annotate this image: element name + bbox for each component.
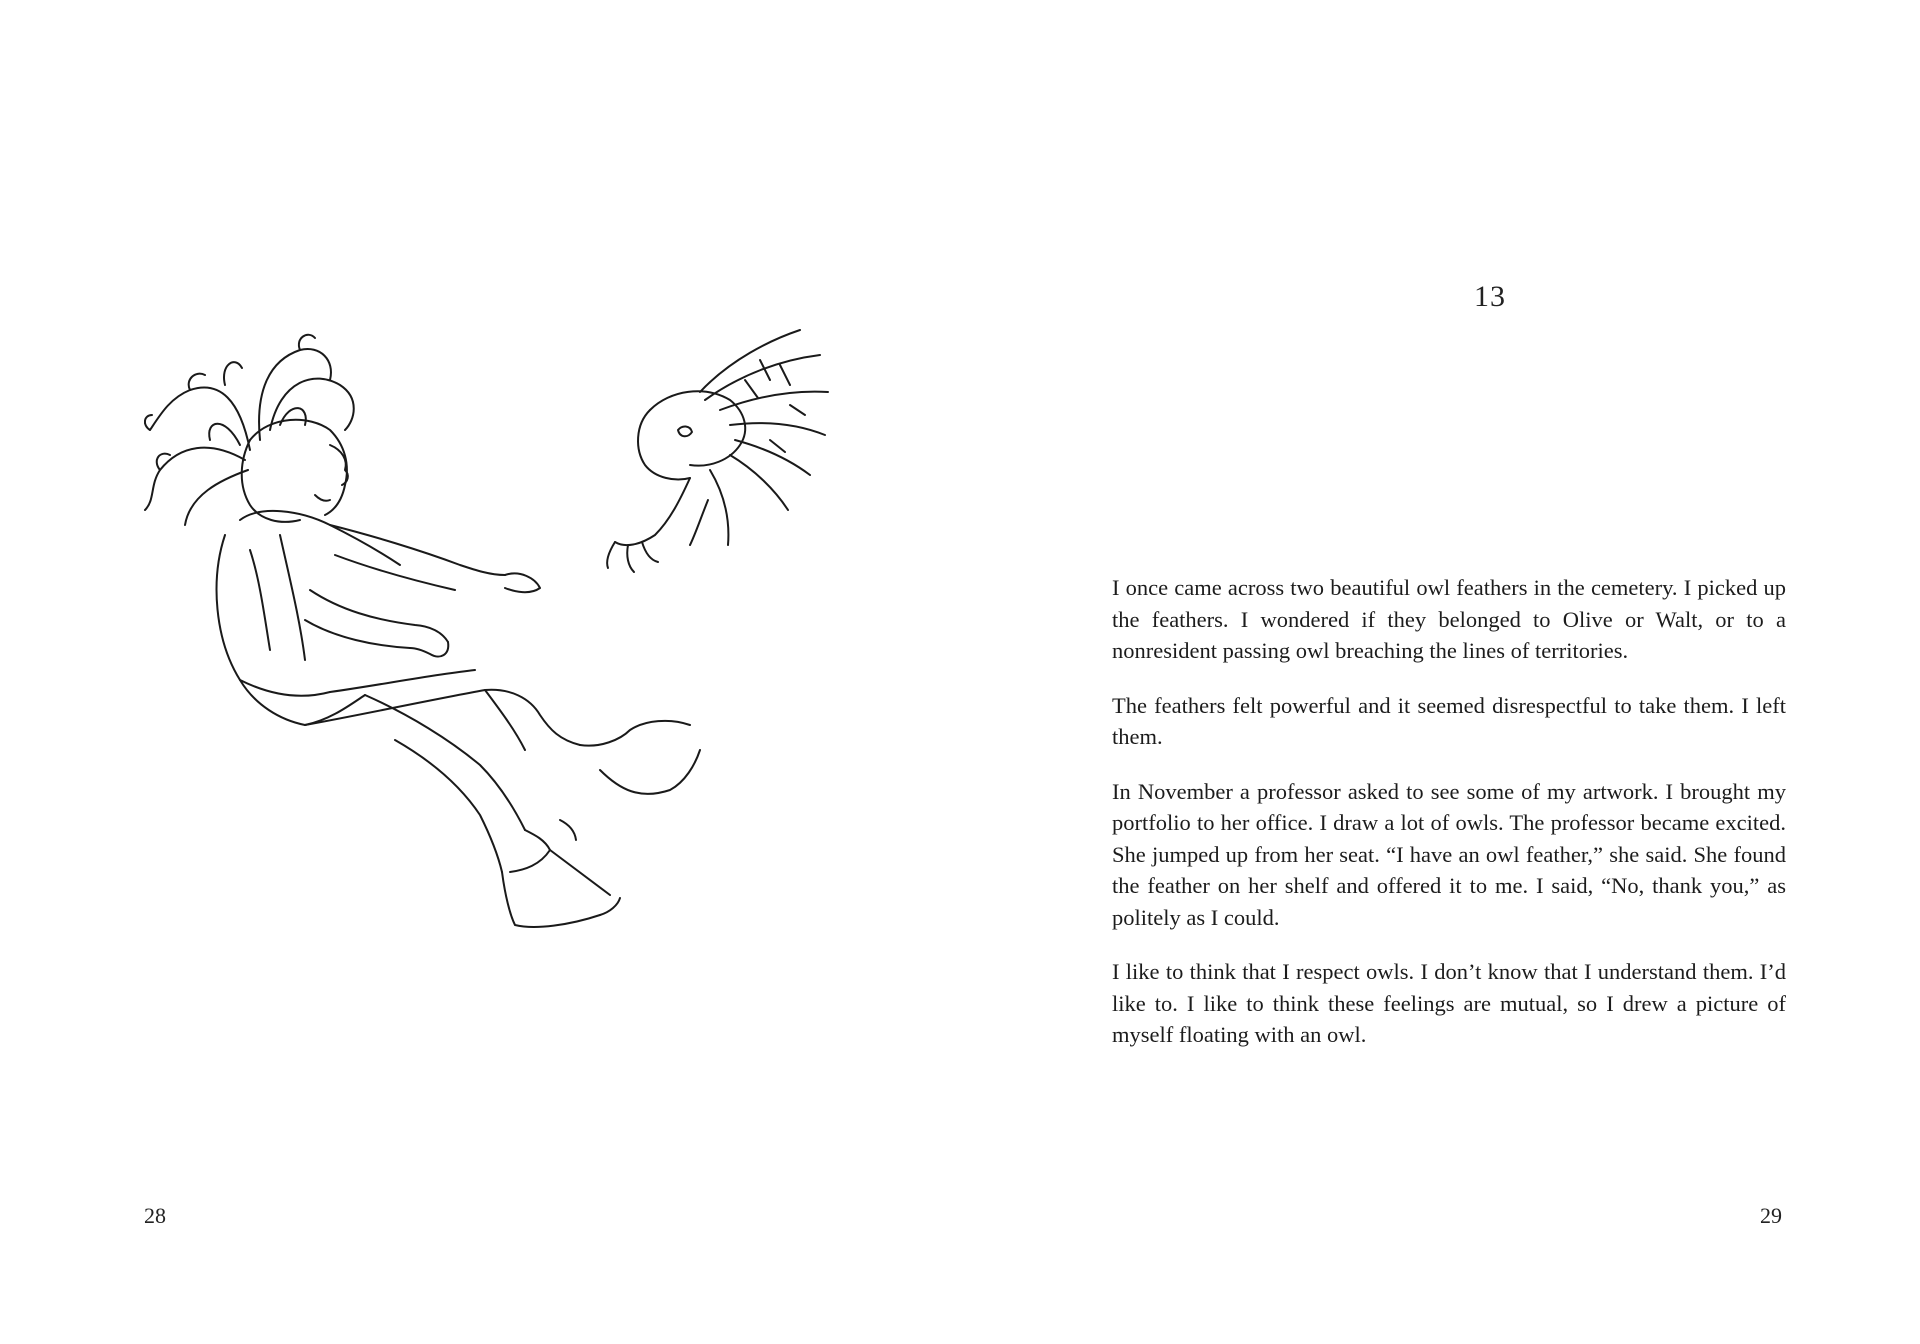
right-page bbox=[960, 0, 1920, 1344]
paragraph: I like to think that I respect owls. I don’t know that I understand them. I’d like to. I like to think these feelings are mutual, so I drew a picture of myself floating with an owl. bbox=[1112, 959, 1786, 1047]
illustration-floating-person-and-owl bbox=[130, 320, 830, 940]
arms-drawing bbox=[305, 525, 540, 657]
chapter-number: 13 bbox=[1474, 280, 1506, 313]
paragraph: The feathers felt powerful and it seemed disrespectful to take them. I left them. bbox=[1112, 692, 1786, 749]
page-number-right: 29 bbox=[1760, 1203, 1782, 1228]
paragraph: I once came across two beautiful owl feathers in the cemetery. I picked up the feathers. I wondered if they belonged to Olive or Walt, or to a nonresident passing owl breaching the lines of territories. bbox=[1112, 575, 1786, 663]
head-drawing bbox=[242, 420, 348, 522]
body-text bbox=[1112, 572, 1786, 1074]
paragraph: In November a professor asked to see some of my artwork. I brought my portfolio to her office. I draw a lot of owls. The professor became excited. She jumped up from her seat. “I have an owl feather,” she said. She found the feather on her shelf and offered it to me. I said, “No, thank you,” as politely as I could. bbox=[1112, 778, 1786, 930]
owl-drawing bbox=[607, 330, 828, 572]
legs-drawing bbox=[305, 670, 700, 927]
page-number-left: 28 bbox=[144, 1203, 166, 1228]
hair-drawing bbox=[145, 335, 354, 525]
